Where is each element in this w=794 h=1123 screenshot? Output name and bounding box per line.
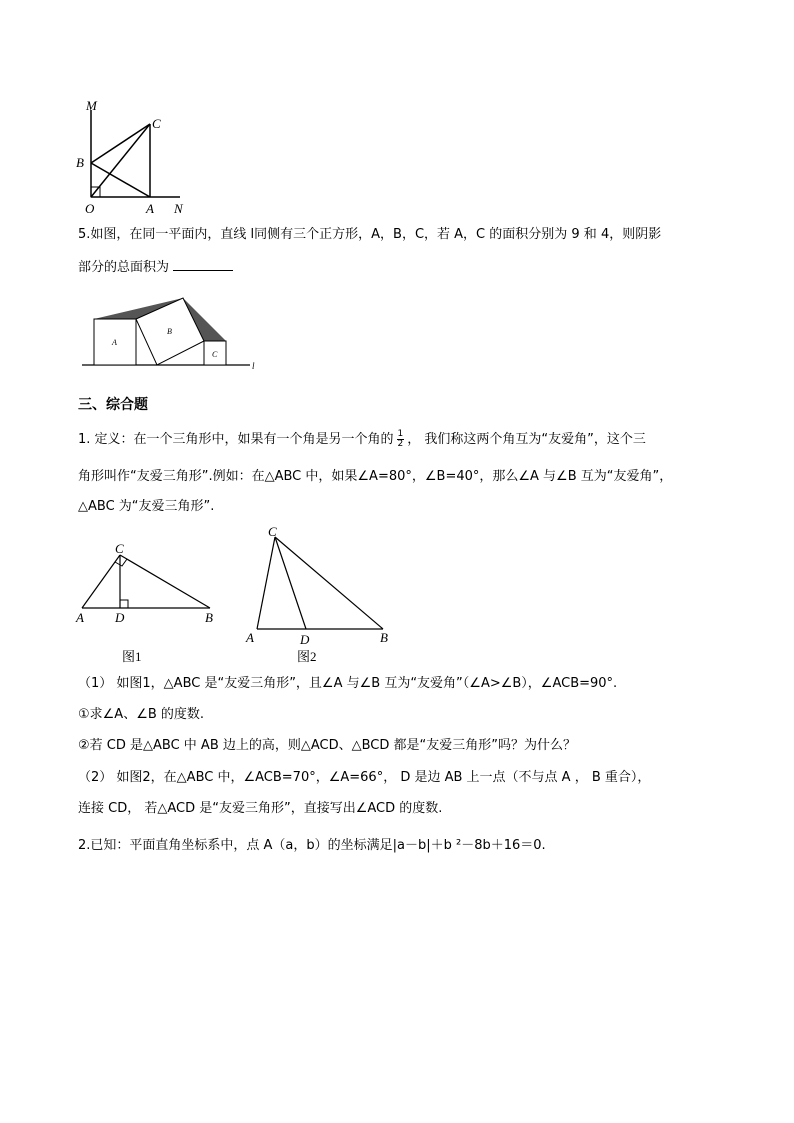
q5-line-1: 5.如图，在同一平面内，直线 l同侧有三个正方形，A，B，C，若 A，C 的面积分别为 9 和 4，则阴影 <box>78 227 662 242</box>
label-o: O <box>85 201 95 216</box>
label-m: M <box>86 98 97 113</box>
figure-squares <box>70 288 270 370</box>
label-c: C <box>152 116 161 131</box>
square-a-label: A <box>112 338 117 347</box>
p1-text-a: 1. 定义：在一个三角形中，如果有一个角是另一个角的 <box>78 432 394 447</box>
part-2-line-1: （2） 如图2，在△ABC 中，∠ACB=70°，∠A=66°， D 是边 AB 上一点（不与点 A ， B 重合）， <box>78 770 651 785</box>
square-c-label: C <box>212 350 218 359</box>
fig2-label-a: A <box>246 630 254 645</box>
p1-line-1 <box>78 430 646 449</box>
p1-line-3: △ABC 为“友爱三角形”. <box>78 499 215 514</box>
fig2-label-d: D <box>300 632 310 647</box>
answer-blank[interactable] <box>173 258 233 271</box>
fig1-label-b: B <box>205 610 213 625</box>
figure-2 <box>240 522 400 666</box>
p1-line-2: 角形叫作“友爱三角形”.例如：在△ABC 中，如果∠A=80°，∠B=40°，那么∠A 与∠B 互为“友爱角”， <box>78 469 673 484</box>
part-2-line-2: 连接 CD， 若△ACD 是“友爱三角形”，直接写出∠ACD 的度数. <box>78 801 443 816</box>
label-a: A <box>146 201 154 216</box>
fraction-half: $\frac{1}{2}$ <box>397 429 404 449</box>
fig1-label-d: D <box>115 610 125 625</box>
fig1-caption: 图1 <box>122 649 142 664</box>
label-b: B <box>76 155 84 170</box>
fig2-caption: 图2 <box>297 649 317 664</box>
sub-question-2: ②若 CD 是△ABC 中 AB 边上的高，则△ACD、△BCD 都是“友爱三角形”吗？为什么？ <box>78 738 576 753</box>
line-l-label: l <box>252 361 255 370</box>
fig1-label-a: A <box>76 610 84 625</box>
q5-line-2 <box>78 258 233 277</box>
q2-line-1: 2.已知：平面直角坐标系中，点 A（a，b）的坐标满足|a－b|＋b ²－8b＋16＝0. <box>78 838 546 853</box>
fig1-label-c: C <box>115 541 124 556</box>
figure-mon <box>70 96 200 220</box>
part-1: （1） 如图1，△ABC 是“友爱三角形”，且∠A 与∠B 互为“友爱角”（∠A>∠B），∠ACB=90°. <box>78 676 618 691</box>
q5-text: 部分的总面积为 <box>78 260 170 275</box>
square-b-label: B <box>167 327 172 336</box>
p1-text-b: ， 我们称这两个角互为“友爱角”，这个三 <box>407 432 646 447</box>
fig2-label-b: B <box>380 630 388 645</box>
section-title: 三、综合题 <box>78 397 148 413</box>
label-n: N <box>174 201 183 216</box>
figure-1 <box>70 538 230 666</box>
sub-question-1: ①求∠A、∠B 的度数. <box>78 707 205 722</box>
fig2-label-c: C <box>268 524 277 539</box>
